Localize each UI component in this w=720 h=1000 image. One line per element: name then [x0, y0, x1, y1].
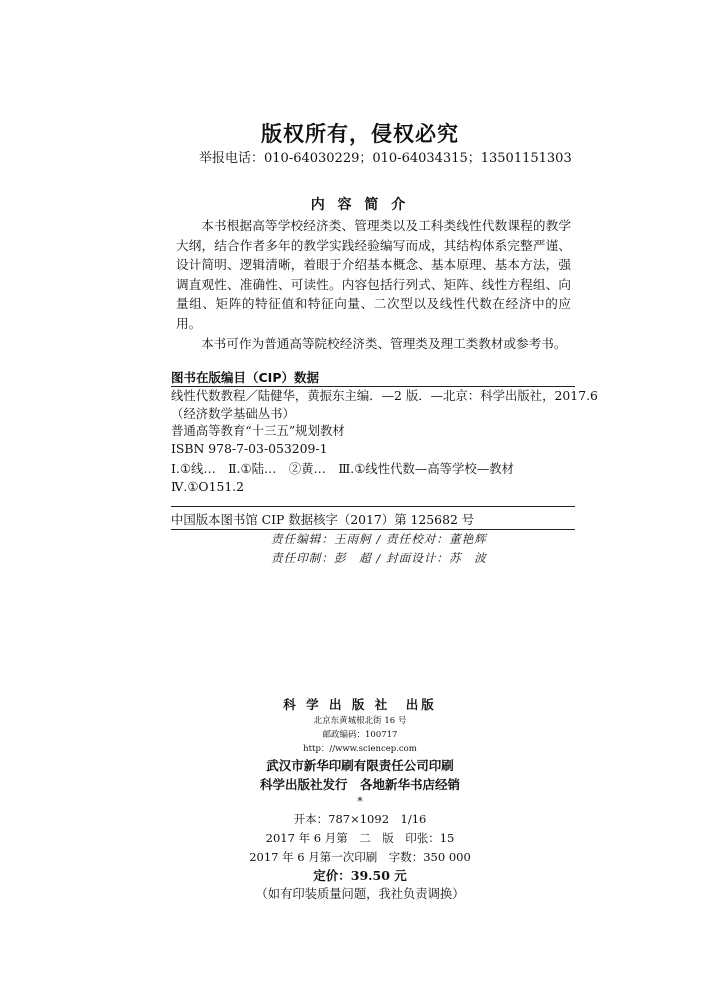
cip-check-number: 中国版本图书馆 CIP 数据核字（2017）第 125682 号	[171, 512, 475, 527]
editor-credits	[0, 530, 720, 568]
printing-line: 2017 年 6 月第一次印刷 字数：350 000	[249, 849, 471, 864]
publisher-postcode: 邮政编码：100717	[322, 729, 398, 740]
cip-title: 图书在版编目（CIP）数据	[171, 370, 319, 385]
printer-line: 武汉市新华印刷有限责任公司印刷	[266, 757, 454, 773]
cip-middle-rule	[171, 506, 575, 507]
cip-class-line: Ⅰ.①线… Ⅱ.①陆… ②黄… Ⅲ.①线性代数—高等学校—教材	[171, 461, 514, 476]
publisher-address: 北京东黄城根北街 16 号	[313, 715, 407, 726]
intro-paragraph: 本书根据高等学校经济类、管理类以及工科类线性代数课程的教学大纲，结合作者多年的教学实践经验编写而成，其结构体系完整严谨、设计简明、逻辑清晰，着眼于介绍基本概念、基本原理、基本方法，强调直观性、准确性、可读性。内容包括行列式、矩阵、线性方程组、向量组、矩阵的特征值和特征向量、二次型以及线性代数在经济中的应用。	[176, 218, 571, 331]
cip-record	[171, 387, 598, 457]
separator-star: *	[357, 794, 363, 808]
quality-note: （如有印装质量问题，我社负责调换）	[255, 886, 465, 901]
cip-line: ISBN 978-7-03-053209-1	[171, 440, 328, 456]
cip-line: （经济数学基础丛书）	[171, 405, 295, 421]
intro-paragraph: 本书可作为普通高等院校经济类、管理类及理工类教材或参考书。	[201, 335, 567, 351]
intro-body	[176, 216, 571, 353]
copyright-title: 版权所有，侵权必究	[261, 121, 459, 146]
intro-heading: 内 容 简 介	[310, 197, 410, 213]
publisher-url: http：//www.sciencep.com	[303, 743, 417, 754]
editor-line: 责任编辑：王雨舸 / 责任校对：董艳辉	[271, 532, 487, 546]
edition-line: 2017 年 6 月第 二 版 印张：15	[265, 830, 455, 845]
price-line: 定价：39.50 元	[313, 867, 407, 883]
editor-line: 责任印制：彭 超 / 封面设计：苏 波	[271, 551, 487, 565]
distribution-line: 科学出版社发行 各地新华书店经销	[259, 776, 460, 792]
cip-line: 普通高等教育“十三五”规划教材	[171, 423, 345, 438]
cip-line: 线性代数教程／陆健华，黄振东主编．—2 版．—北京：科学出版社，2017.6	[171, 388, 598, 403]
publisher-name: 科 学 出 版 社 出版	[283, 697, 437, 712]
report-phone-line: 举报电话：010-64030229；010-64034315；13501151303	[199, 151, 572, 166]
format-line: 开本：787×1092 1/16	[293, 811, 427, 826]
cip-class-line: Ⅳ.①O151.2	[171, 478, 245, 494]
publisher-block	[0, 697, 720, 904]
cip-classification	[171, 460, 575, 495]
